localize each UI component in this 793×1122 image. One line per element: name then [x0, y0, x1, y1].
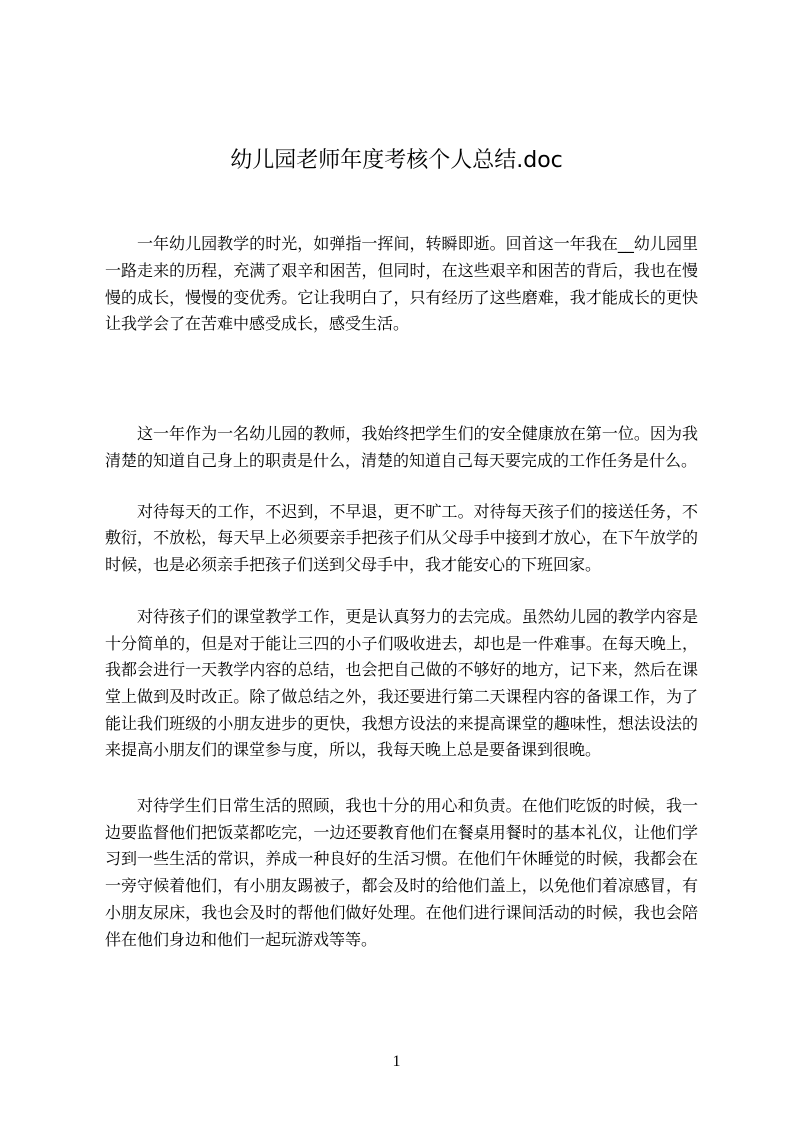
paragraph-line: 时候，也是必须亲手把孩子们送到父母手中，我才能安心的下班回家。	[105, 555, 602, 574]
paragraph-line: 伴在他们身边和他们一起玩游戏等等。	[105, 930, 378, 949]
paragraph-line: 一路走来的历程，充满了艰辛和困苦，但同时，在这些艰辛和困苦的背后，我也在慢	[105, 261, 698, 280]
paragraph-line: 十分简单的，但是对于能让三四的小子们吸收进去，却也是一件难事。在每天晚上，	[105, 634, 698, 653]
paragraph-line: 一年幼儿园教学的时光，如弹指一挥间，转瞬即逝。回首这一年我在__幼儿园里	[137, 234, 698, 253]
paragraph-line: 我都会进行一天教学内容的总结，也会把自己做的不够好的地方，记下来，然后在课	[105, 660, 698, 679]
paragraph-line: 清楚的知道自己身上的职责是什么，清楚的知道自己每天要完成的工作任务是什么。	[105, 451, 698, 470]
paragraph-line: 边要监督他们把饭菜都吃完，一边还要教育他们在餐桌用餐时的基本礼仪，让他们学	[105, 823, 698, 842]
paragraph-line: 来提高小朋友们的课堂参与度，所以，我每天晚上总是要备课到很晚。	[105, 740, 602, 759]
paragraph-line: 一旁守候着他们，有小朋友踢被子，都会及时的给他们盖上，以免他们着凉感冒，有	[105, 876, 698, 895]
paragraph-line: 对待学生们日常生活的照顾，我也十分的用心和负责。在他们吃饭的时候，我一	[137, 796, 698, 815]
paragraph-line: 敷衍，不放松，每天早上必须要亲手把孩子们从父母手中接到才放心，在下午放学的	[105, 528, 698, 547]
page-number: 1	[392, 1053, 401, 1070]
paragraph-line: 能让我们班级的小朋友进步的更快，我想方设法的来提高课堂的趣味性，想法设法的	[105, 714, 698, 733]
paragraph-line: 这一年作为一名幼儿园的教师，我始终把学生们的安全健康放在第一位。因为我	[137, 424, 698, 443]
paragraph-line: 对待每天的工作，不迟到，不早退，更不旷工。对待每天孩子们的接送任务，不	[137, 502, 698, 521]
paragraph-line: 慢的成长，慢慢的变优秀。它让我明白了，只有经历了这些磨难，我才能成长的更快	[105, 288, 698, 307]
paragraph-line: 习到一些生活的常识，养成一种良好的生活习惯。在他们午休睡觉的时候，我都会在	[105, 849, 698, 868]
paragraph-line: 小朋友尿床，我也会及时的帮他们做好处理。在他们进行课间活动的时候，我也会陪	[105, 903, 698, 922]
paragraph-line: 对待孩子们的课堂教学工作，更是认真努力的去完成。虽然幼儿园的教学内容是	[137, 607, 698, 626]
document-title: 幼儿园老师年度考核个人总结.doc	[230, 148, 563, 173]
paragraph-line: 堂上做到及时改正。除了做总结之外，我还要进行第二天课程内容的备课工作，为了	[105, 687, 698, 706]
paragraph-line: 让我学会了在苦难中感受成长，感受生活。	[105, 314, 410, 333]
